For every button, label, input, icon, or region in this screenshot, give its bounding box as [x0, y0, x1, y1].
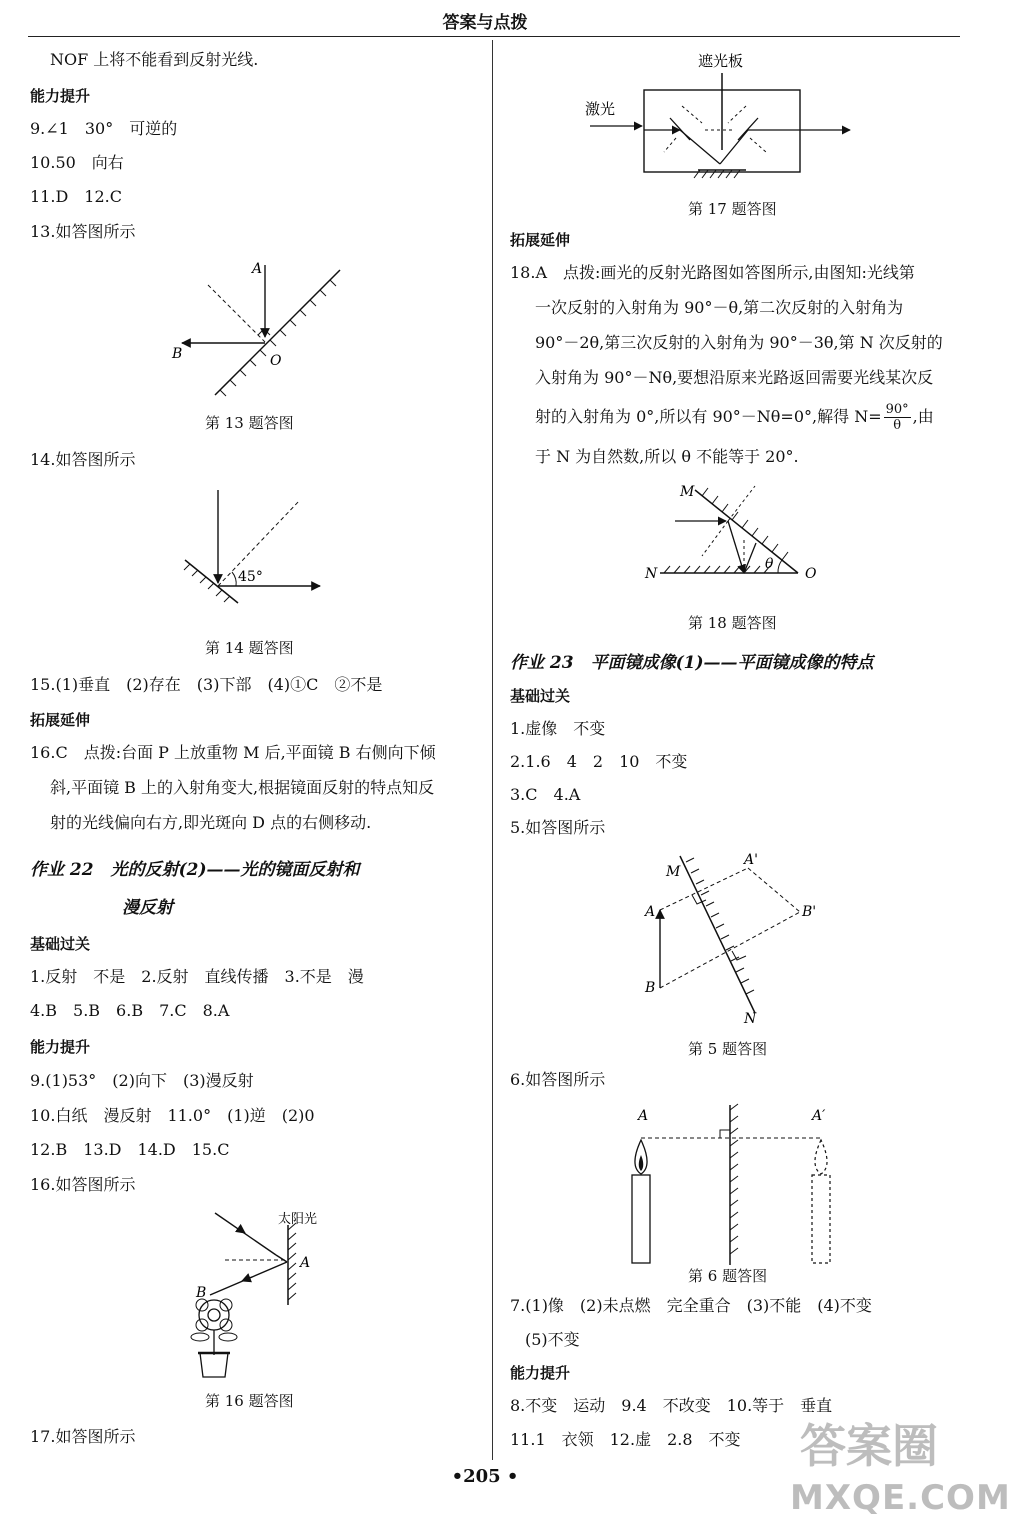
- figure-13-diagram: [160, 255, 360, 405]
- figure-caption: 第 13 题答图: [205, 414, 294, 432]
- label-M: M: [666, 864, 681, 880]
- answer-line: 2.1.6 4 2 10 不变: [510, 752, 688, 771]
- answer-line: 3.C 4.A: [510, 785, 581, 804]
- header-rule: [28, 36, 960, 37]
- answer-line: 入射角为 90°－Nθ,要想沿原来光路返回需要光线某次反: [535, 368, 934, 387]
- figure-caption: 第 16 题答图: [205, 1392, 294, 1410]
- fraction: [884, 402, 911, 433]
- answer-line: (5)不变: [525, 1330, 580, 1349]
- label-A: A: [645, 904, 656, 920]
- figure-caption: 第 17 题答图: [688, 200, 777, 218]
- figure-6-diagram: [620, 1100, 850, 1270]
- answer-line: 10.白纸 漫反射 11.0° (1)逆 (2)0: [30, 1106, 315, 1125]
- page-header: [0, 0, 970, 40]
- section-title: 作业 22 光的反射(2)——光的镜面反射和: [30, 860, 360, 880]
- header-title: 答案与点拨: [442, 13, 528, 33]
- watermark-url: MXQE.COM: [790, 1478, 1011, 1518]
- answer-text: 射的入射角为 0°,所以有 90°－Nθ=0°,解得 N=: [535, 407, 882, 426]
- fraction-denominator: θ: [893, 418, 902, 433]
- laser-label: 激光: [585, 100, 616, 118]
- figure-caption: 第 18 题答图: [688, 614, 777, 632]
- label-M: M: [680, 484, 695, 500]
- answer-line: 12.B 13.D 14.D 15.C: [30, 1140, 230, 1159]
- answer-line: [535, 402, 934, 433]
- figure-18-diagram: [640, 478, 830, 588]
- label-A: A: [300, 1255, 311, 1271]
- section-heading: 拓展延伸: [510, 231, 571, 249]
- answer-line: 一次反射的入射角为 90°－θ,第二次反射的入射角为: [535, 298, 904, 317]
- answer-line: 1.虚像 不变: [510, 719, 606, 738]
- answer-line: 1.反射 不是 2.反射 直线传播 3.不是 漫: [30, 967, 364, 986]
- answer-line: 斜,平面镜 B 上的入射角变大,根据镜面反射的特点知反: [50, 778, 435, 797]
- section-heading: 能力提升: [510, 1364, 571, 1382]
- answer-line: 6.如答图所示: [510, 1070, 606, 1089]
- fraction-numerator: 90°: [885, 402, 909, 417]
- board-label: 遮光板: [698, 52, 744, 70]
- answer-line: 8.不变 运动 9.4 不改变 10.等于 垂直: [510, 1396, 833, 1415]
- figure-caption: 第 5 题答图: [688, 1040, 768, 1058]
- section-heading: 拓展延伸: [30, 711, 91, 729]
- answer-line: 14.如答图所示: [30, 450, 136, 469]
- label-O: O: [805, 566, 817, 582]
- answer-line: 10.50 向右: [30, 153, 124, 172]
- label-N: N: [744, 1011, 757, 1027]
- sun-label: 太阳光: [278, 1212, 318, 1227]
- figure-17-diagram: [580, 48, 810, 188]
- answer-line: 11.1 衣领 12.虚 2.8 不变: [510, 1430, 741, 1449]
- answer-line: 13.如答图所示: [30, 222, 136, 241]
- label-B: B: [172, 346, 183, 362]
- figure-caption: 第 14 题答图: [205, 639, 294, 657]
- label-A-prime: A′: [812, 1108, 826, 1124]
- section-heading: 能力提升: [30, 87, 91, 105]
- answer-line: 射的光线偏向右方,即光斑向 D 点的右侧移动.: [50, 813, 372, 832]
- label-A: A: [252, 261, 263, 277]
- answer-line: 16.如答图所示: [30, 1175, 136, 1194]
- label-A: A: [638, 1108, 649, 1124]
- page-number: •205 •: [451, 1466, 519, 1487]
- label-B: B: [645, 980, 656, 996]
- answer-line: NOF 上将不能看到反射光线.: [50, 50, 259, 69]
- answer-line: 9.(1)53° (2)向下 (3)漫反射: [30, 1071, 254, 1090]
- section-heading: 基础过关: [30, 935, 91, 953]
- section-heading: 基础过关: [510, 687, 571, 705]
- figure-5-diagram: [640, 848, 830, 1028]
- figure-caption: 第 6 题答图: [688, 1267, 768, 1285]
- answer-text: ,由: [912, 407, 934, 426]
- angle-label: 45°: [238, 569, 263, 585]
- answer-line: 7.(1)像 (2)未点燃 完全重合 (3)不能 (4)不变: [510, 1296, 872, 1315]
- section-heading: 能力提升: [30, 1038, 91, 1056]
- answer-line: 9.∠1 30° 可逆的: [30, 119, 178, 138]
- answer-line: 11.D 12.C: [30, 187, 122, 206]
- label-O: O: [270, 353, 282, 369]
- label-B-prime: B': [802, 904, 817, 920]
- answer-line: 5.如答图所示: [510, 818, 606, 837]
- candle-image-icon: [812, 1140, 830, 1263]
- flower-icon: [191, 1299, 237, 1377]
- section-title: 漫反射: [122, 898, 173, 918]
- candle-icon: [632, 1140, 650, 1263]
- answer-line: 90°－2θ,第三次反射的入射角为 90°－3θ,第 N 次反射的: [535, 333, 943, 352]
- column-divider: [492, 40, 493, 1460]
- answer-line: 16.C 点拨:台面 P 上放重物 M 后,平面镜 B 右侧向下倾: [30, 743, 436, 762]
- label-N: N: [645, 566, 658, 582]
- answer-line: 17.如答图所示: [30, 1427, 136, 1446]
- figure-16-diagram: [180, 1205, 330, 1390]
- answer-line: 4.B 5.B 6.B 7.C 8.A: [30, 1001, 230, 1020]
- label-theta: θ: [765, 556, 774, 572]
- watermark-logo: 答案圈: [800, 1419, 938, 1473]
- answer-line: 15.(1)垂直 (2)存在 (3)下部 (4)①C ②不是: [30, 675, 383, 694]
- section-title: 作业 23 平面镜成像(1)——平面镜成像的特点: [510, 653, 874, 673]
- answer-line: 于 N 为自然数,所以 θ 不能等于 20°.: [535, 447, 799, 466]
- label-B: B: [196, 1285, 207, 1301]
- figure-14-diagram: [180, 485, 330, 615]
- answer-line: 18.A 点拨:画光的反射光路图如答图所示,由图知:光线第: [510, 263, 915, 282]
- label-A-prime: A': [744, 852, 758, 868]
